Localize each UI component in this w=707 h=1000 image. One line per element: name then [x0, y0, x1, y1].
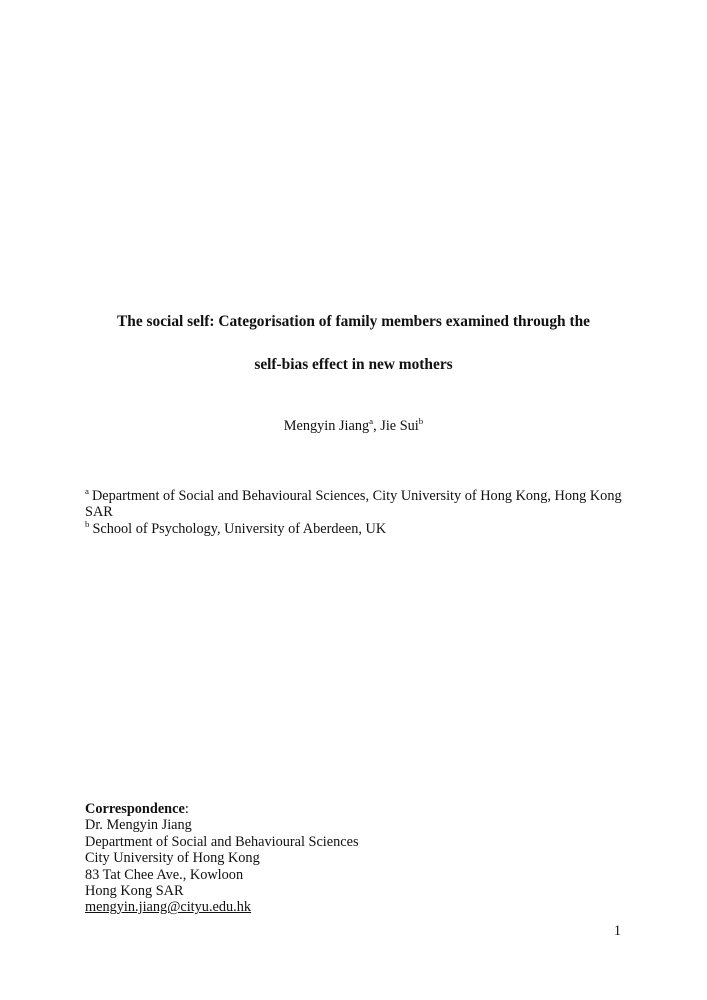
paper-title: [85, 312, 622, 375]
author-name-2: Jie Sui: [380, 418, 419, 434]
correspondence-line: Dr. Mengyin Jiang: [85, 817, 192, 834]
correspondence-line: City University of Hong Kong: [85, 850, 260, 867]
author-2-affiliation-mark: b: [418, 416, 424, 427]
author-name-1: Mengyin Jiang: [283, 418, 370, 434]
correspondence-heading: [85, 801, 622, 817]
author-1-affiliation-mark: a: [369, 416, 374, 427]
correspondence-label: Correspondence: [85, 801, 185, 817]
affiliation-sup-b: b: [85, 518, 90, 529]
correspondence-block: [85, 801, 622, 916]
title-line-2: self-bias effect in new mothers: [254, 356, 453, 373]
correspondence-line: Department of Social and Behavioural Sciences: [85, 833, 359, 850]
correspondence-email-row: [85, 899, 622, 915]
page-number: 1: [613, 923, 621, 939]
title-line-1: The social self: Categorisation of family members examined through the: [117, 313, 590, 330]
correspondence-colon: :: [184, 801, 189, 817]
affiliation-text-b: School of Psychology, University of Aberdeen, UK: [92, 520, 387, 537]
affiliations-block: [85, 488, 622, 537]
affiliation-item: [85, 518, 622, 537]
affiliation-sup-a: a: [85, 486, 89, 497]
correspondence-email-link[interactable]: mengyin.jiang@cityu.edu.hk: [85, 899, 252, 916]
affiliation-text-a: Department of Social and Behavioural Sciences, City University of Hong Kong, Hong Kong SAR: [85, 488, 622, 521]
affiliation-item: [85, 488, 622, 521]
correspondence-line: 83 Tat Chee Ave., Kowloon: [85, 866, 244, 883]
correspondence-line: Hong Kong SAR: [85, 883, 184, 900]
authors-line: [85, 418, 622, 435]
author-separator: ,: [373, 418, 381, 434]
